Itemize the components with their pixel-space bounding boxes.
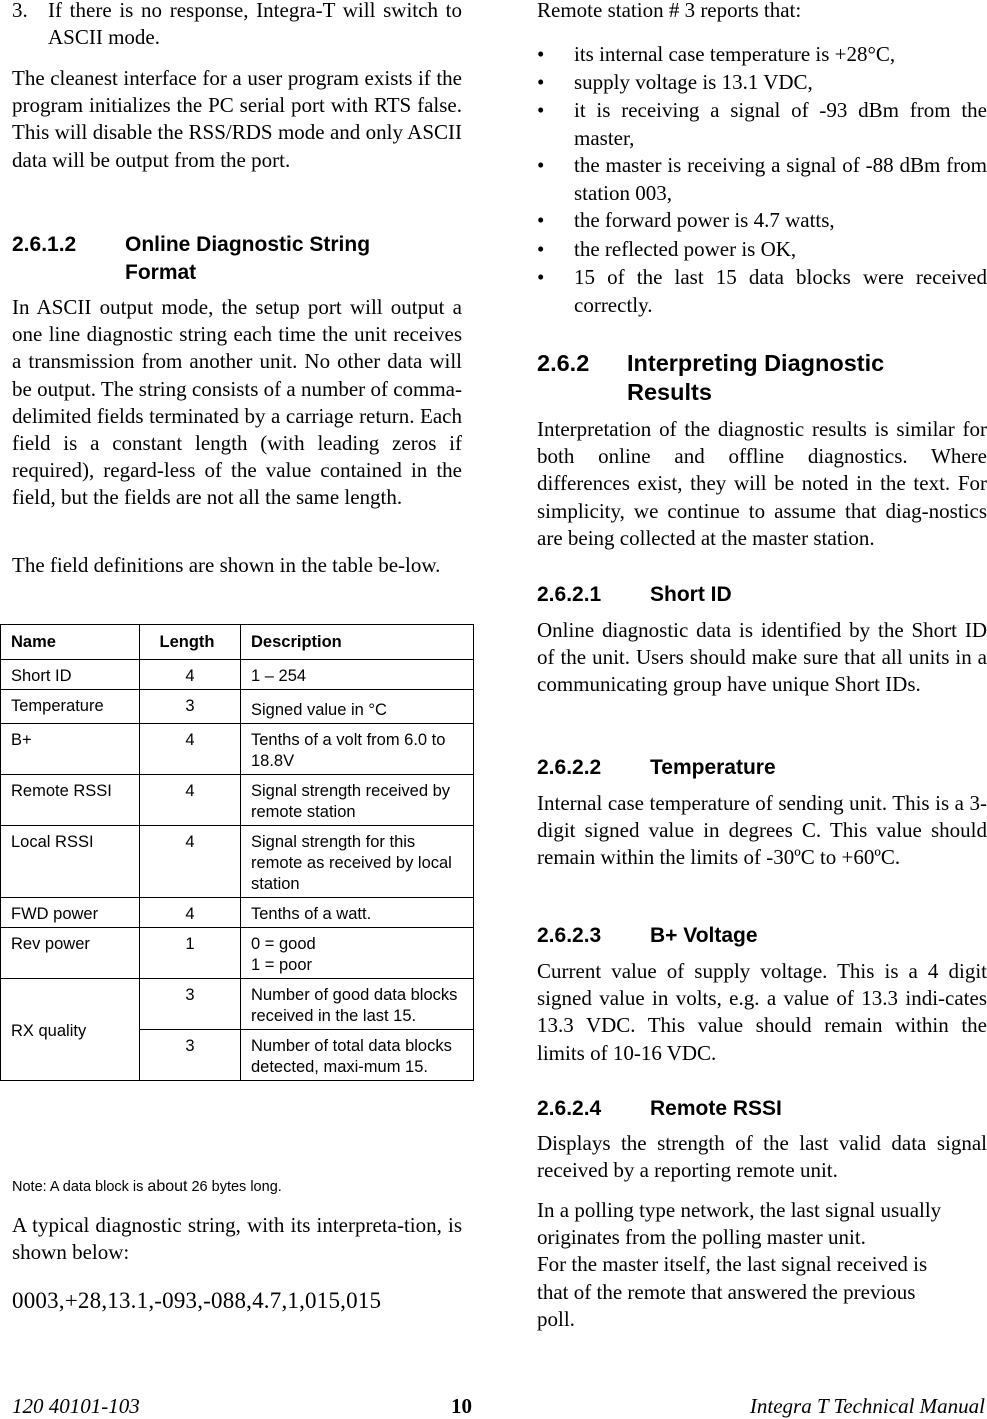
section-title: Interpreting Diagnostic Results [627,350,885,405]
footer-page-number: 10 [451,1394,472,1418]
list-item-text: 15 of the last 15 data blocks were received correctly. [574,265,987,317]
bullet-symbol: • [537,237,545,261]
paragraph-typical-string: A typical diagnostic string, with its interpreta-tion, is shown below: [12,1213,462,1265]
cell-length: 4 [140,826,241,898]
cell-description: Tenths of a volt from 6.0 to 18.8V [241,724,474,775]
section-number: 2.6.2.4 [537,1097,602,1120]
footer-doc-number: 120 40101-103 [12,1394,140,1418]
section-title: B+ Voltage [650,924,758,947]
cell-length: 3 [140,1030,241,1081]
bullet-symbol: • [537,70,545,94]
table-row [1,979,474,1030]
text-line: poll. [537,1306,575,1331]
table-row [1,775,474,826]
item-number: 3. [12,0,28,22]
cell-name: Remote RSSI [1,775,140,826]
paragraph-remote-station-intro: Remote station # 3 reports that: [537,0,802,22]
table-row [1,660,474,690]
list-item-text: the forward power is 4.7 watts, [574,208,835,232]
table-header-row [1,625,474,660]
cell-description: Number of good data blocks received in the last 15. [241,979,474,1030]
section-title: Temperature [650,756,776,779]
cell-name: B+ [1,724,140,775]
cell-name: RX quality [1,979,140,1081]
section-number: 2.6.1.2 [12,233,77,256]
item-text: If there is no response, Integra-T will switch to ASCII mode. [48,0,462,50]
diagnostic-string-example: 0003,+28,13.1,-093,-088,4.7,1,015,015 [12,1288,382,1313]
list-item-text: supply voltage is 13.1 VDC, [574,70,813,94]
cell-name: Temperature [1,690,140,724]
text-line: that of the remote that answered the previous [537,1279,916,1304]
text-line: For the master itself, the last signal received is [537,1252,928,1277]
section-number: 2.6.2.3 [537,924,602,947]
paragraph-ascii-output: In ASCII output mode, the setup port will output a one line diagnostic string each time the unit receives a transmission from another unit. No other data will be output. The string consists of a number of comma-delimited fields terminated by a carriage return. Each field is a constant length (with leading zeros if required), regard-less of the value contained in the field, but the fields are not all the same length. [12,295,462,510]
list-item-text: the master is receiving a signal of -88 dBm from station 003, [574,153,987,205]
cell-description: Signed value in °C [241,690,474,724]
header-description: Description [241,625,474,660]
list-item-text: its internal case temperature is +28°C, [574,42,896,66]
table-row [1,690,474,724]
cell-description [241,928,474,979]
paragraph-b-plus-voltage: Current value of supply voltage. This is a 4 digit signed value in volts, e.g. a value of 13.3 indi-cates 13.3 VDC. This value should remain within the limits of 10-16 VDC. [537,959,987,1065]
cell-name: FWD power [1,898,140,928]
bullet-symbol: • [537,265,545,289]
cell-description: Signal strength received by remote station [241,775,474,826]
list-item-text: it is receiving a signal of -93 dBm from the master, [574,98,987,150]
table-row [1,928,474,979]
bullet-symbol: • [537,42,545,66]
paragraph-cleanest-interface: The cleanest interface for a user program exists if the program initializes the PC serial port with RTS false. This will disable the RSS/RDS mode and only ASCII data will be output from the port. [12,66,462,172]
cell-description-line: 1 = poor [251,956,313,974]
field-definitions-table [0,624,474,1081]
cell-name: Short ID [1,660,140,690]
table-row [1,826,474,898]
paragraph-field-definitions: The field definitions are shown in the table be-low. [12,553,441,577]
cell-length: 4 [140,724,241,775]
section-title: Online Diagnostic String Format [125,233,371,284]
cell-length: 4 [140,775,241,826]
paragraph-interpretation: Interpretation of the diagnostic results is similar for both online and offline diagnostics. Where differences exist, they will be noted in the text. For simplicity, we continue to assume that diag-nostics are being collected at the master station. [537,417,987,550]
paragraph-remote-rssi: Displays the strength of the last valid data signal received by a reporting remote unit. [537,1131,987,1183]
cell-description: 1 – 254 [241,660,474,690]
cell-length: 4 [140,660,241,690]
table-row [1,898,474,928]
bullet-symbol: • [537,98,545,122]
table-row [1,724,474,775]
section-title: Remote RSSI [650,1097,782,1120]
header-name: Name [1,625,140,660]
bullet-symbol: • [537,208,545,232]
note-suffix: 26 bytes long. [187,1179,282,1195]
cell-name: Local RSSI [1,826,140,898]
header-length: Length [140,625,241,660]
list-item-text: the reflected power is OK, [574,237,797,261]
note-prefix: Note: A data block is [12,1179,148,1195]
note-about: about [147,1178,188,1195]
cell-description: Tenths of a watt. [241,898,474,928]
text-line: originates from the polling master unit. [537,1225,866,1250]
section-title: Short ID [650,583,732,606]
text-line: In a polling type network, the last signal usually [537,1198,942,1222]
table-note [12,1178,282,1196]
paragraph-polling-network [537,1197,987,1333]
section-number: 2.6.2 [537,350,590,376]
cell-description: Signal strength for this remote as received by local station [241,826,474,898]
cell-description: Number of total data blocks detected, maxi-mum 15. [241,1030,474,1081]
bullet-symbol: • [537,153,545,177]
cell-length: 4 [140,898,241,928]
paragraph-short-id: Online diagnostic data is identified by the Short ID of the unit. Users should make sure that all units in a communicating group have unique Short IDs. [537,618,987,697]
cell-length: 3 [140,690,241,724]
section-number: 2.6.2.2 [537,756,602,779]
cell-name: Rev power [1,928,140,979]
cell-length: 3 [140,979,241,1030]
paragraph-temperature: Internal case temperature of sending unit. This is a 3-digit signed value in degrees C. This value should remain within the limits of -30ºC to +60ºC. [537,791,987,870]
section-number: 2.6.2.1 [537,583,602,606]
footer-manual-title: Integra T Technical Manual [749,1394,985,1418]
cell-description-line: 0 = good [251,935,316,953]
cell-length: 1 [140,928,241,979]
